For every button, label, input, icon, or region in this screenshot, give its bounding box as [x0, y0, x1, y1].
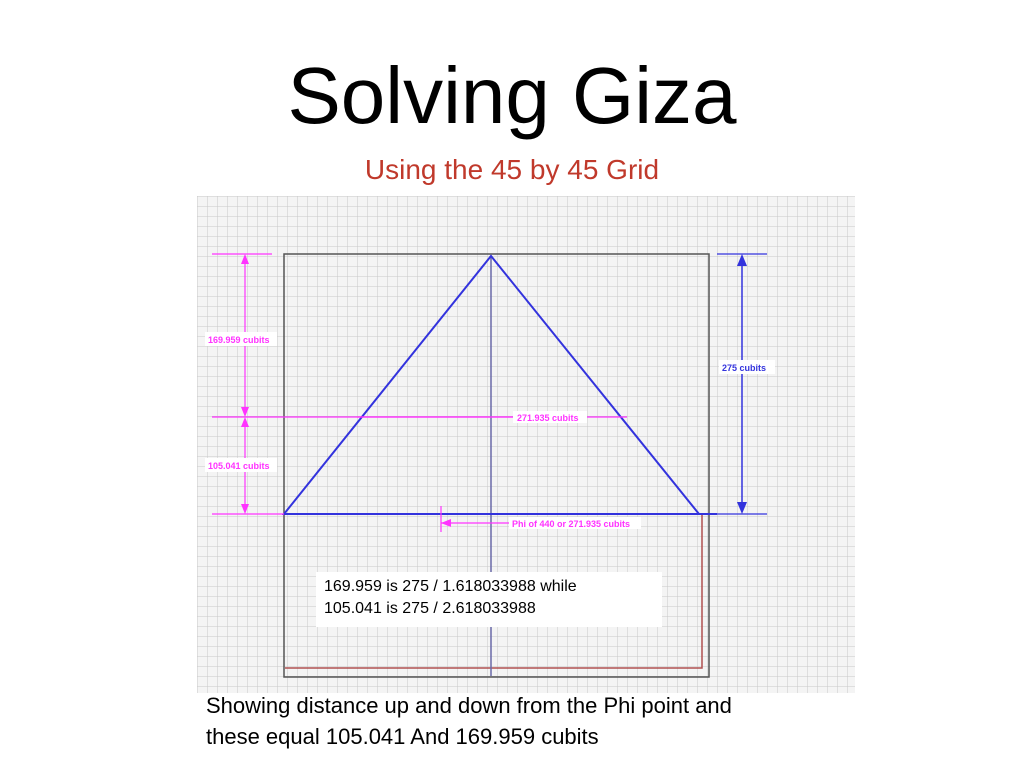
half-base-label: Phi of 440 or 271.935 cubits [512, 519, 631, 529]
caption-line-2: these equal 105.041 And 169.959 cubits [206, 724, 599, 749]
lower-height-label: 105.041 cubits [208, 461, 270, 471]
note-line-1: 169.959 is 275 / 1.618033988 while [324, 578, 577, 595]
ratio-note [316, 572, 662, 627]
caption-line-1: Showing distance up and down from the Phi point and [206, 693, 732, 718]
slide-caption [206, 690, 846, 752]
note-line-2: 105.041 is 275 / 2.618033988 [324, 600, 536, 617]
total-height-label: 275 cubits [722, 363, 767, 373]
width-at-phi-label: 271.935 cubits [517, 413, 579, 423]
upper-height-label: 169.959 cubits [208, 335, 270, 345]
slide-title: Solving Giza [287, 51, 737, 140]
slide-subtitle: Using the 45 by 45 Grid [364, 154, 660, 185]
